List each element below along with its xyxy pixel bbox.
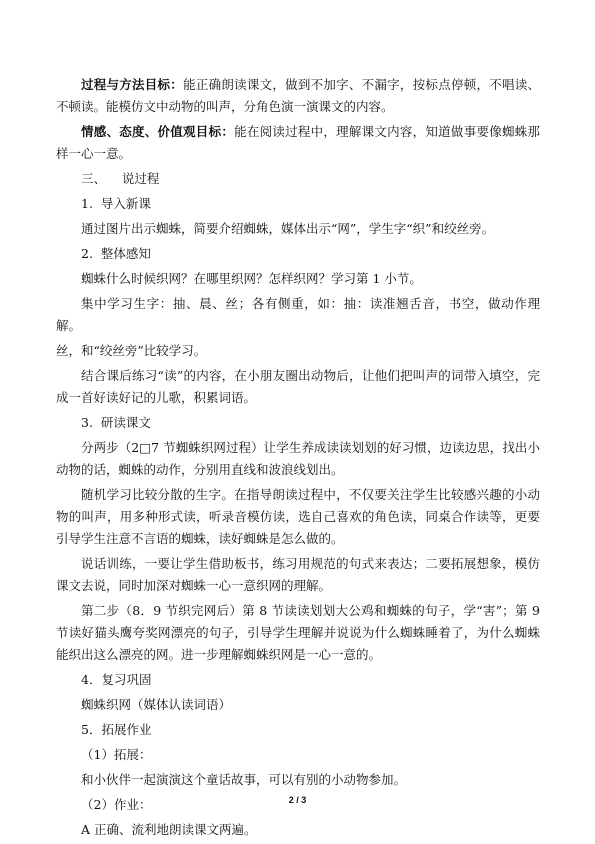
paragraph: 第二步（8．9 节织完网后）第 8 节读读划划大公鸡和蜘蛛的句子，学“害”；第 9 节读好猫头鹰夸奖网漂亮的句子，引导学生理解并说说为什么蜘蛛睡着了，为什么蜘蛛能织出这么漂亮的网。进一步理解蜘蛛织网是一心一意的。 xyxy=(56,603,540,662)
subheading-review: 4．复习巩固 xyxy=(81,672,152,687)
paragraph: 蜘蛛什么时候织网？在哪里织网？怎样织网？学习第 1 小节。 xyxy=(81,271,422,286)
paragraph: （1）拓展： xyxy=(81,747,152,762)
paragraph: 和小伙伴一起演演这个童话故事，可以有别的小动物参加。 xyxy=(81,772,407,787)
page-number: 2 / 3 xyxy=(288,795,307,805)
paragraph: 通过图片出示蜘蛛，简要介绍蜘蛛，媒体出示“网”，学生字“织”和绞丝旁。 xyxy=(81,221,495,236)
subheading-extension: 5．拓展作业 xyxy=(81,722,152,737)
paragraph-emotion-goal xyxy=(56,121,540,165)
paragraph: 蜘蛛织网（媒体认读词语） xyxy=(81,697,232,712)
paragraph: A 正确、流利地朗读课文两遍。 xyxy=(81,822,257,837)
subheading-overview: 2. 整体感知 xyxy=(81,246,151,261)
paragraph: （2）作业： xyxy=(81,797,152,812)
label-emotion-goal: 情感、态度、价值观目标： xyxy=(81,124,235,139)
paragraph: 结合课后练习“读”的内容，在小朋友圈出动物后，让他们把叫声的词带入填空，完成一首好读好记的儿歌，积累词语。 xyxy=(56,368,540,405)
paragraph: 分两步（2□7 节蜘蛛织网过程）让学生养成读读划划的好习惯，边读边思，找出小动物的话，蜘蛛的动作，分别用直线和波浪线划出。 xyxy=(56,440,540,477)
section-heading-3: 三、 说过程 xyxy=(81,171,160,186)
paragraph-process-goal xyxy=(56,74,540,118)
paragraph: 丝，和“绞丝旁”比较学习。 xyxy=(56,343,207,358)
subheading-intro: 1. 导入新课 xyxy=(81,196,151,211)
text-emotion-goal: 能在阅读过程中，理解课文内容，知道做事要像蜘蛛那样一心一意。 xyxy=(56,124,540,161)
paragraph: 集中学习生字：抽、晨、丝；各有侧重，如：抽：读准翘舌音，书空，做动作理解。 xyxy=(56,296,540,333)
paragraph: 随机学习比较分散的生字。在指导朗读过程中，不仅要关注学生比较感兴趣的小动物的叫声，用多种形式读，听录音模仿读，选自己喜欢的角色读，同桌合作读等，更要引导学生注意不言语的蜘蛛，读好蜘蛛是怎么做的。 xyxy=(56,487,540,546)
label-process-goal: 过程与方法目标： xyxy=(81,77,184,92)
subheading-study: 3. 研读课文 xyxy=(81,415,151,430)
text-process-goal: 能正确朗读课文，做到不加字、不漏字，按标点停顿，不唱读、不顿读。能模仿文中动物的叫声，分角色演一演课文的内容。 xyxy=(56,77,540,114)
paragraph: 说话训练，一要让学生借助板书，练习用规范的句式来表达；二要拓展想象，模仿课文去说，同时加深对蜘蛛一心一意织网的理解。 xyxy=(56,556,540,593)
document-body xyxy=(56,74,540,844)
